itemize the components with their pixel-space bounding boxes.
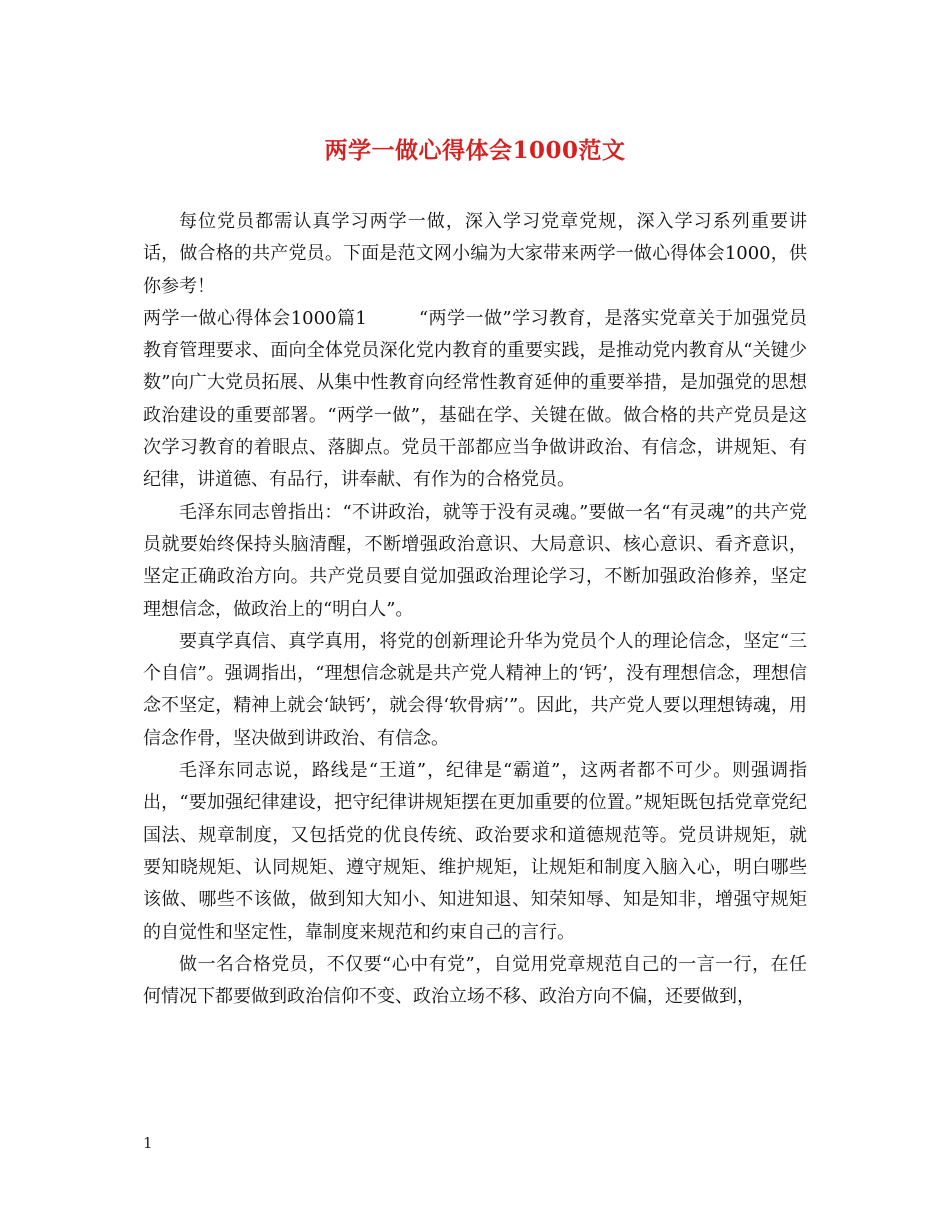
section-heading: 两学一做心得体会1000篇1 (143, 307, 367, 329)
body-paragraph-4: 做一名合格党员，不仅要“心中有党”，自觉用党章规范自己的一言一行，在任何情况下都要做到政治信仰不变、政治立场不移、政治方向不偏，还要做到， (143, 953, 807, 1008)
body-paragraph-3: 毛泽东同志说，路线是“王道”，纪律是“霸道”，这两者都不可少。则强调指出，“要加强纪律建设，把守纪律讲规矩摆在更加重要的位置。”规矩既包括党章党纪国法、规章制度，又包括党的优良传统、政治要求和道德规范等。党员讲规矩，就要知晓规矩、认同规矩、遵守规矩、维护规矩，让规矩和制度入脑入心，明白哪些该做、哪些不该做，做到知大知小、知进知退、知荣知辱、知是知非，增强守规矩的自觉性和坚定性，靠制度来规范和约束自己的言行。 (143, 760, 807, 943)
section-one-paragraph (143, 303, 807, 497)
body-paragraph-1: 毛泽东同志曾指出：“不讲政治，就等于没有灵魂。”要做一名“有灵魂”的共产党员就要始终保持头脑清醒，不断增强政治意识、大局意识、核心意识、看齐意识，坚定正确政治方向。共产党员要自觉加强政治理论学习，不断加强政治修养，坚定理想信念，做政治上的“明白人”。 (143, 501, 807, 620)
document-title: 两学一做心得体会1000范文 (324, 137, 626, 164)
intro-paragraph: 每位党员都需认真学习两学一做，深入学习党章党规，深入学习系列重要讲话，做合格的共产党员。下面是范文网小编为大家带来两学一做心得体会1000，供你参考！ (143, 211, 807, 297)
body-paragraph-2: 要真学真信、真学真用，将党的创新理论升华为党员个人的理论信念，坚定“三个自信”。强调指出，“理想信念就是共产党人精神上的‘钙’，没有理想信念，理想信念不坚定，精神上就会‘缺钙’，就会得‘软骨病’”。因此，共产党人要以理想铸魂，用信念作骨，坚决做到讲政治、有信念。 (143, 630, 807, 749)
section-first-paragraph-text: “两学一做”学习教育，是落实党章关于加强党员教育管理要求、面向全体党员深化党内教育的重要实践，是推动党内教育从“关键少数”向广大党员拓展、从集中性教育向经常性教育延伸的重要举措，是加强党的思想政治建设的重要部署。“两学一做”，基础在学、关键在做。做合格的共产党员是这次学习教育的着眼点、落脚点。党员干部都应当争做讲政治、有信念，讲规矩、有纪律，讲道德、有品行，讲奉献、有作为的合格党员。 (143, 307, 807, 491)
page-number: 1 (143, 1134, 153, 1152)
document-body (143, 206, 807, 1013)
